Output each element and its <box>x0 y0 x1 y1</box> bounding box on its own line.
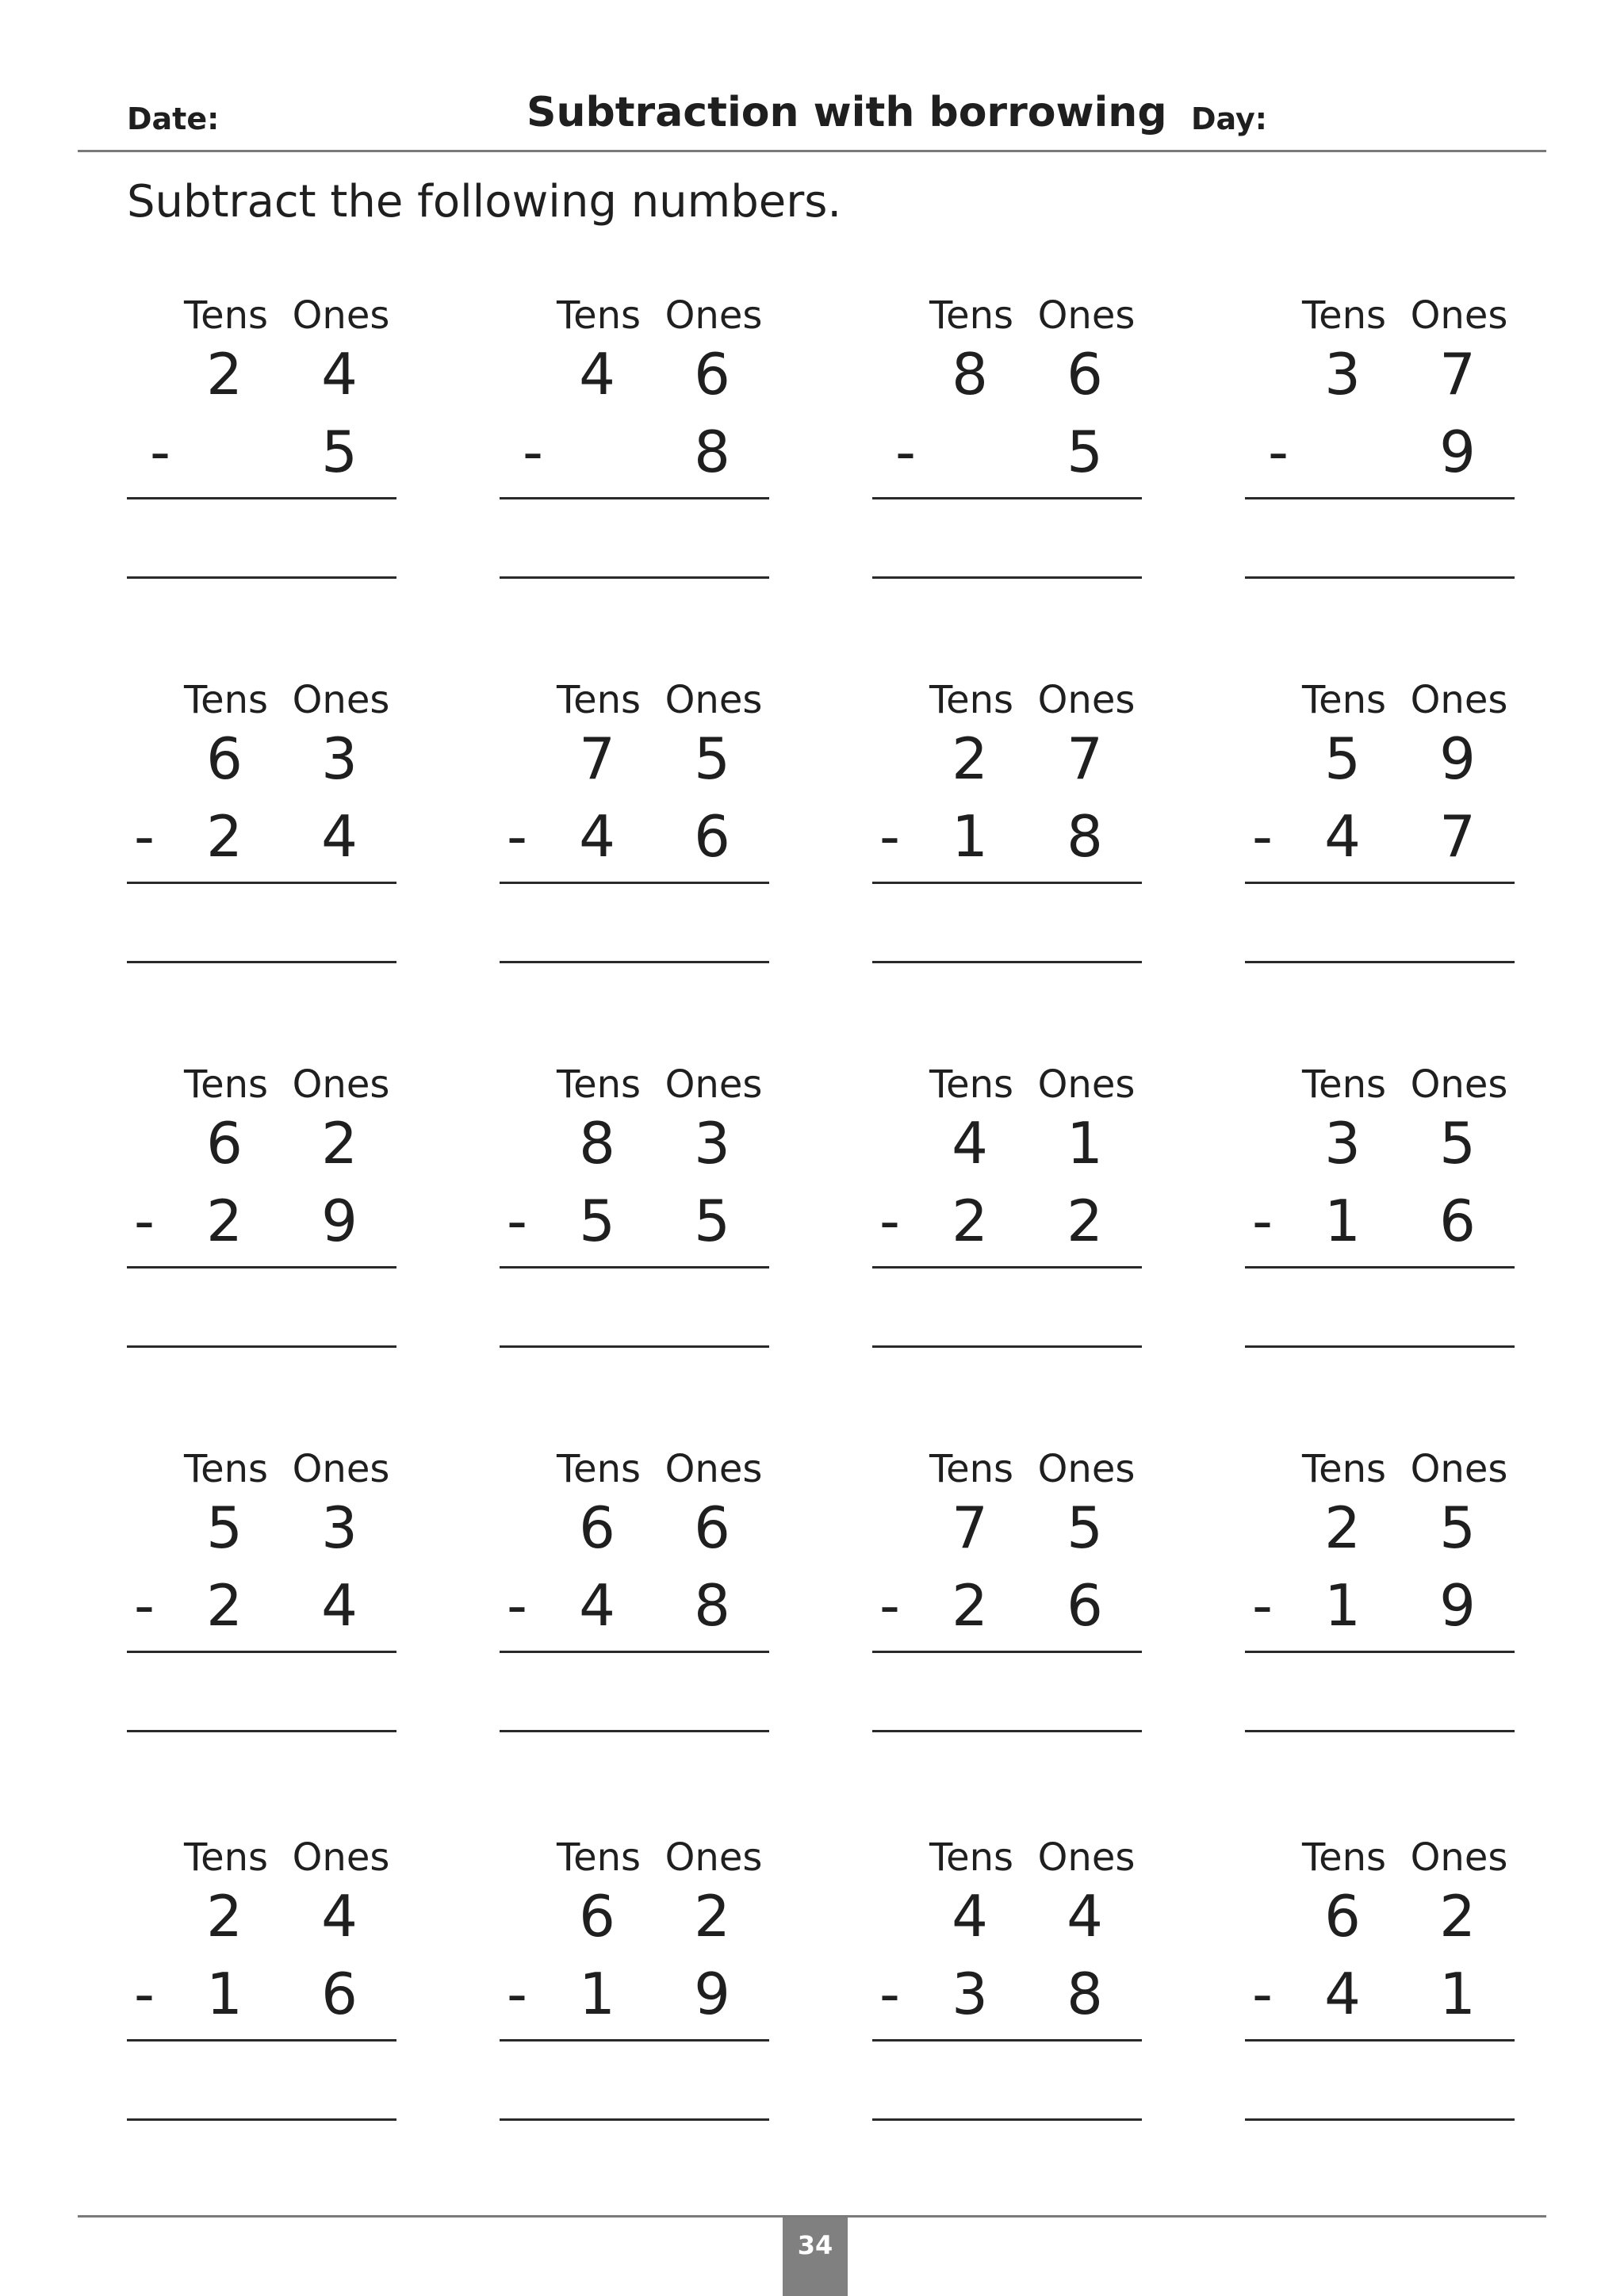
minuend-ones-digit: 2 <box>694 1883 730 1950</box>
problem-rule <box>500 1651 769 1653</box>
answer-line <box>127 961 396 963</box>
subtraction-problem <box>500 293 769 531</box>
minus-sign: - <box>507 803 527 870</box>
subtrahend-tens-digit: 3 <box>952 1961 988 2027</box>
subtrahend-tens-digit: 2 <box>206 1188 243 1254</box>
tens-label: Tens <box>183 1062 269 1107</box>
subtrahend-ones-digit: 9 <box>694 1961 730 2027</box>
problem-rule <box>500 1266 769 1269</box>
subtraction-problem <box>500 1062 769 1300</box>
problem-rule <box>1245 1651 1515 1653</box>
minuend-tens-digit: 4 <box>952 1883 988 1950</box>
tens-label: Tens <box>183 678 269 722</box>
answer-line <box>1245 1730 1515 1732</box>
minuend-ones-digit: 5 <box>1439 1494 1476 1561</box>
minuend-tens-digit: 5 <box>1324 725 1361 792</box>
page-header <box>0 0 1624 159</box>
minus-sign: - <box>1252 1961 1273 2027</box>
ones-label: Ones <box>1410 678 1508 722</box>
subtraction-problem <box>127 1062 396 1300</box>
answer-line <box>872 576 1142 579</box>
problem-rule <box>500 2039 769 2042</box>
answer-line <box>500 576 769 579</box>
answer-line <box>500 961 769 963</box>
tens-label: Tens <box>556 678 642 722</box>
subtrahend-tens-digit: 4 <box>579 803 615 870</box>
subtrahend-ones-digit: 8 <box>694 419 730 485</box>
problem-rule <box>127 1266 396 1269</box>
subtrahend-tens-digit: 5 <box>579 1188 615 1254</box>
minuend-tens-digit: 5 <box>206 1494 243 1561</box>
subtrahend-ones-digit: 9 <box>321 1188 358 1254</box>
subtrahend-ones-digit: 5 <box>1067 419 1103 485</box>
tens-label: Tens <box>556 1835 642 1880</box>
minuend-tens-digit: 6 <box>206 725 243 792</box>
problem-rule <box>872 1651 1142 1653</box>
minuend-ones-digit: 6 <box>1067 341 1103 408</box>
minuend-ones-digit: 5 <box>694 725 730 792</box>
subtrahend-tens-digit: 4 <box>579 1572 615 1639</box>
minus-sign: - <box>879 1961 900 2027</box>
minuend-tens-digit: 6 <box>579 1883 615 1950</box>
minuend-ones-digit: 2 <box>321 1110 358 1177</box>
minuend-ones-digit: 4 <box>321 1883 358 1950</box>
answer-line <box>872 1345 1142 1348</box>
ones-label: Ones <box>1410 293 1508 338</box>
subtrahend-tens-digit: 2 <box>206 1572 243 1639</box>
minuend-tens-digit: 7 <box>952 1494 988 1561</box>
minuend-tens-digit: 6 <box>206 1110 243 1177</box>
minuend-ones-digit: 5 <box>1067 1494 1103 1561</box>
subtraction-problem <box>127 1447 396 1685</box>
tens-label: Tens <box>1301 1062 1387 1107</box>
minus-sign: - <box>134 1961 155 2027</box>
subtraction-problem <box>500 678 769 916</box>
subtraction-problem <box>500 1447 769 1685</box>
tens-label: Tens <box>929 678 1014 722</box>
subtraction-problem <box>127 678 396 916</box>
minus-sign: - <box>895 419 916 485</box>
answer-line <box>1245 576 1515 579</box>
ones-label: Ones <box>292 678 390 722</box>
ones-label: Ones <box>292 1062 390 1107</box>
ones-label: Ones <box>665 293 763 338</box>
ones-label: Ones <box>1410 1062 1508 1107</box>
minus-sign: - <box>879 1572 900 1639</box>
minuend-ones-digit: 3 <box>694 1110 730 1177</box>
answer-line <box>872 2118 1142 2121</box>
ones-label: Ones <box>1037 678 1136 722</box>
problem-rule <box>127 882 396 884</box>
minuend-ones-digit: 2 <box>1439 1883 1476 1950</box>
problem-rule <box>872 2039 1142 2042</box>
ones-label: Ones <box>665 1835 763 1880</box>
subtrahend-tens-digit: 1 <box>952 803 988 870</box>
subtrahend-tens-digit: 1 <box>206 1961 243 2027</box>
minus-sign: - <box>879 803 900 870</box>
subtraction-problem <box>127 293 396 531</box>
subtrahend-tens-digit: 4 <box>1324 803 1361 870</box>
tens-label: Tens <box>556 1062 642 1107</box>
problem-rule <box>127 497 396 499</box>
subtraction-problem <box>1245 1447 1515 1685</box>
subtraction-problem <box>872 1447 1142 1685</box>
minuend-tens-digit: 2 <box>206 1883 243 1950</box>
answer-line <box>500 1730 769 1732</box>
subtrahend-tens-digit: 2 <box>206 803 243 870</box>
minus-sign: - <box>150 419 170 485</box>
subtraction-problem <box>1245 293 1515 531</box>
subtrahend-tens-digit: 1 <box>1324 1188 1361 1254</box>
tens-label: Tens <box>183 1835 269 1880</box>
minuend-tens-digit: 7 <box>579 725 615 792</box>
minus-sign: - <box>1252 803 1273 870</box>
subtraction-problem <box>872 1835 1142 2073</box>
answer-line <box>872 1730 1142 1732</box>
minuend-ones-digit: 3 <box>321 725 358 792</box>
tens-label: Tens <box>929 293 1014 338</box>
subtrahend-ones-digit: 8 <box>1067 1961 1103 2027</box>
ones-label: Ones <box>1410 1835 1508 1880</box>
tens-label: Tens <box>1301 293 1387 338</box>
problem-rule <box>872 1266 1142 1269</box>
minuend-ones-digit: 4 <box>321 341 358 408</box>
problem-rule <box>1245 497 1515 499</box>
minus-sign: - <box>507 1961 527 2027</box>
minuend-ones-digit: 3 <box>321 1494 358 1561</box>
minuend-tens-digit: 6 <box>1324 1883 1361 1950</box>
problem-rule <box>1245 882 1515 884</box>
subtrahend-tens-digit: 4 <box>1324 1961 1361 2027</box>
subtrahend-ones-digit: 4 <box>321 803 358 870</box>
minuend-ones-digit: 6 <box>694 1494 730 1561</box>
minus-sign: - <box>507 1572 527 1639</box>
ones-label: Ones <box>1037 1062 1136 1107</box>
ones-label: Ones <box>292 1835 390 1880</box>
minuend-ones-digit: 5 <box>1439 1110 1476 1177</box>
minuend-ones-digit: 4 <box>1067 1883 1103 1950</box>
answer-line <box>127 576 396 579</box>
tens-label: Tens <box>556 293 642 338</box>
day-label: Day: <box>1191 101 1267 136</box>
subtrahend-tens-digit: 2 <box>952 1572 988 1639</box>
problem-rule <box>1245 2039 1515 2042</box>
answer-line <box>1245 2118 1515 2121</box>
subtraction-problem <box>1245 1062 1515 1300</box>
answer-line <box>1245 1345 1515 1348</box>
problem-rule <box>500 497 769 499</box>
subtraction-problem <box>872 1062 1142 1300</box>
subtrahend-ones-digit: 7 <box>1439 803 1476 870</box>
subtrahend-ones-digit: 2 <box>1067 1188 1103 1254</box>
tens-label: Tens <box>929 1835 1014 1880</box>
answer-line <box>500 2118 769 2121</box>
minuend-tens-digit: 2 <box>952 725 988 792</box>
minuend-tens-digit: 4 <box>952 1110 988 1177</box>
subtrahend-ones-digit: 8 <box>1067 803 1103 870</box>
problem-rule <box>500 882 769 884</box>
answer-line <box>127 1345 396 1348</box>
minuend-ones-digit: 7 <box>1067 725 1103 792</box>
problem-rule <box>1245 1266 1515 1269</box>
subtraction-problem <box>1245 678 1515 916</box>
minuend-ones-digit: 9 <box>1439 725 1476 792</box>
subtrahend-ones-digit: 6 <box>694 803 730 870</box>
subtrahend-ones-digit: 6 <box>321 1961 358 2027</box>
ones-label: Ones <box>1037 1447 1136 1491</box>
subtrahend-ones-digit: 6 <box>1439 1188 1476 1254</box>
subtraction-problem <box>500 1835 769 2073</box>
subtraction-problem <box>872 678 1142 916</box>
minuend-tens-digit: 2 <box>206 341 243 408</box>
answer-line <box>872 961 1142 963</box>
minuend-ones-digit: 7 <box>1439 341 1476 408</box>
minuend-tens-digit: 3 <box>1324 1110 1361 1177</box>
problem-rule <box>872 882 1142 884</box>
minus-sign: - <box>879 1188 900 1254</box>
problem-rule <box>872 497 1142 499</box>
ones-label: Ones <box>292 293 390 338</box>
subtraction-problem <box>1245 1835 1515 2073</box>
subtrahend-ones-digit: 9 <box>1439 419 1476 485</box>
problem-rule <box>127 1651 396 1653</box>
answer-line <box>1245 961 1515 963</box>
tens-label: Tens <box>1301 678 1387 722</box>
subtrahend-tens-digit: 1 <box>579 1961 615 2027</box>
ones-label: Ones <box>665 678 763 722</box>
tens-label: Tens <box>929 1062 1014 1107</box>
minus-sign: - <box>1268 419 1289 485</box>
minus-sign: - <box>523 419 543 485</box>
minus-sign: - <box>134 803 155 870</box>
ones-label: Ones <box>292 1447 390 1491</box>
tens-label: Tens <box>556 1447 642 1491</box>
tens-label: Tens <box>183 293 269 338</box>
subtraction-problem <box>127 1835 396 2073</box>
answer-line <box>500 1345 769 1348</box>
subtrahend-ones-digit: 5 <box>694 1188 730 1254</box>
header-divider <box>78 150 1546 152</box>
subtrahend-ones-digit: 9 <box>1439 1572 1476 1639</box>
page-number-badge <box>783 2218 848 2296</box>
subtrahend-ones-digit: 1 <box>1439 1961 1476 2027</box>
subtrahend-ones-digit: 8 <box>694 1572 730 1639</box>
minuend-tens-digit: 2 <box>1324 1494 1361 1561</box>
page-number: 34 <box>797 2230 833 2260</box>
ones-label: Ones <box>1037 293 1136 338</box>
minuend-tens-digit: 8 <box>579 1110 615 1177</box>
minus-sign: - <box>1252 1188 1273 1254</box>
instructions: Subtract the following numbers. <box>127 176 842 228</box>
answer-line <box>127 1730 396 1732</box>
minus-sign: - <box>134 1188 155 1254</box>
subtrahend-tens-digit: 2 <box>952 1188 988 1254</box>
minuend-tens-digit: 6 <box>579 1494 615 1561</box>
problem-rule <box>127 2039 396 2042</box>
tens-label: Tens <box>929 1447 1014 1491</box>
minuend-ones-digit: 6 <box>694 341 730 408</box>
ones-label: Ones <box>665 1447 763 1491</box>
subtrahend-ones-digit: 5 <box>321 419 358 485</box>
subtraction-problem <box>872 293 1142 531</box>
page-title: Subtraction with borrowing <box>527 89 1167 136</box>
subtrahend-ones-digit: 4 <box>321 1572 358 1639</box>
tens-label: Tens <box>1301 1447 1387 1491</box>
date-label: Date: <box>127 101 220 136</box>
minus-sign: - <box>134 1572 155 1639</box>
tens-label: Tens <box>1301 1835 1387 1880</box>
answer-line <box>127 2118 396 2121</box>
minuend-ones-digit: 1 <box>1067 1110 1103 1177</box>
ones-label: Ones <box>1037 1835 1136 1880</box>
minuend-tens-digit: 4 <box>579 341 615 408</box>
ones-label: Ones <box>1410 1447 1508 1491</box>
ones-label: Ones <box>665 1062 763 1107</box>
minuend-tens-digit: 3 <box>1324 341 1361 408</box>
minus-sign: - <box>1252 1572 1273 1639</box>
subtrahend-ones-digit: 6 <box>1067 1572 1103 1639</box>
subtrahend-tens-digit: 1 <box>1324 1572 1361 1639</box>
tens-label: Tens <box>183 1447 269 1491</box>
minus-sign: - <box>507 1188 527 1254</box>
minuend-tens-digit: 8 <box>952 341 988 408</box>
